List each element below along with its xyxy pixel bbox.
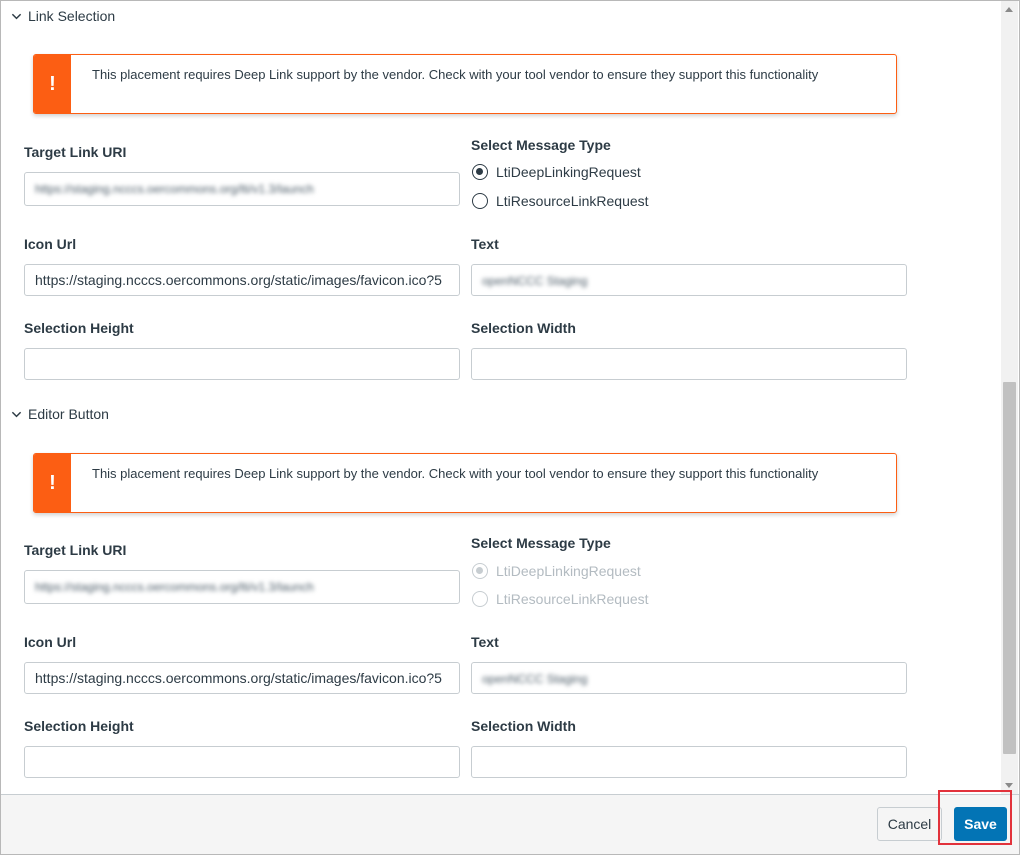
dialog-body (1, 1, 1001, 794)
dialog-footer (1, 794, 1019, 855)
scroll-up-arrow-icon[interactable] (1005, 7, 1013, 12)
icon-url-value: https://staging.ncccs.oercommons.org/static/images/favicon.ico?5 (35, 670, 442, 686)
radio-unchecked-icon (472, 591, 488, 607)
warning-text: This placement requires Deep Link support by the vendor. Check with your tool vendor to ensure they support this functionality (92, 67, 819, 82)
selection-width-input[interactable] (471, 746, 907, 778)
section-toggle-link-selection[interactable] (11, 6, 115, 26)
icon-url-input[interactable] (24, 662, 460, 694)
save-button[interactable]: Save (954, 807, 1007, 841)
text-label: Text (471, 236, 499, 252)
radio-checked-icon (472, 563, 488, 579)
chevron-down-icon (11, 409, 22, 420)
radio-label: LtiResourceLinkRequest (496, 591, 649, 607)
cancel-button[interactable]: Cancel (877, 807, 942, 841)
section-title: Editor Button (28, 406, 109, 422)
target-link-uri-value: https://staging.ncccs.oercommons.org/lti/v1.3/launch (35, 182, 314, 196)
icon-url-label: Icon Url (24, 634, 77, 650)
message-type-label: Select Message Type (471, 535, 611, 551)
target-link-uri-input[interactable] (24, 570, 460, 604)
section-toggle-editor-button[interactable] (11, 404, 109, 424)
text-value: openNCCC Staging (482, 672, 588, 686)
exclamation-icon: ! (34, 55, 71, 113)
selection-height-label: Selection Height (24, 718, 134, 734)
radio-checked-icon (472, 164, 488, 180)
icon-url-label: Icon Url (24, 236, 77, 252)
selection-width-label: Selection Width (471, 718, 576, 734)
selection-height-label: Selection Height (24, 320, 134, 336)
deep-link-warning (33, 54, 897, 114)
message-type-label: Select Message Type (471, 137, 611, 153)
text-input[interactable] (471, 264, 907, 296)
icon-url-input[interactable] (24, 264, 460, 296)
radio-resource-link-request[interactable] (472, 591, 649, 607)
warning-text: This placement requires Deep Link support by the vendor. Check with your tool vendor to ensure they support this functionality (92, 466, 819, 481)
scrollbar-thumb[interactable] (1003, 382, 1016, 754)
deep-link-warning (33, 453, 897, 513)
selection-height-input[interactable] (24, 348, 460, 380)
radio-label: LtiDeepLinkingRequest (496, 164, 641, 180)
chevron-down-icon (11, 11, 22, 22)
radio-resource-link-request[interactable] (472, 193, 649, 209)
radio-unchecked-icon (472, 193, 488, 209)
text-input[interactable] (471, 662, 907, 694)
radio-deep-linking-request[interactable] (472, 563, 641, 579)
target-link-uri-label: Target Link URI (24, 144, 127, 160)
icon-url-value: https://staging.ncccs.oercommons.org/static/images/favicon.ico?5 (35, 272, 442, 288)
text-value: openNCCC Staging (482, 274, 588, 288)
selection-width-label: Selection Width (471, 320, 576, 336)
target-link-uri-value: https://staging.ncccs.oercommons.org/lti/v1.3/launch (35, 580, 314, 594)
radio-label: LtiResourceLinkRequest (496, 193, 649, 209)
radio-deep-linking-request[interactable] (472, 164, 641, 180)
target-link-uri-input[interactable] (24, 172, 460, 206)
target-link-uri-label: Target Link URI (24, 542, 127, 558)
exclamation-icon: ! (34, 454, 71, 512)
vertical-scrollbar[interactable] (1001, 1, 1018, 794)
radio-label: LtiDeepLinkingRequest (496, 563, 641, 579)
text-label: Text (471, 634, 499, 650)
selection-width-input[interactable] (471, 348, 907, 380)
scroll-down-arrow-icon[interactable] (1005, 783, 1013, 788)
section-title: Link Selection (28, 8, 116, 24)
selection-height-input[interactable] (24, 746, 460, 778)
